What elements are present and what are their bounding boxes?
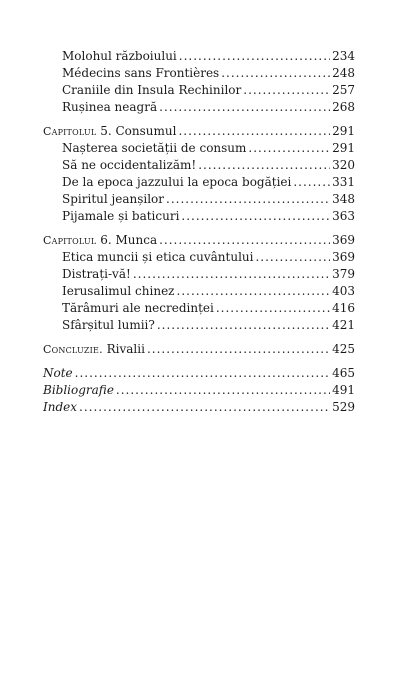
toc-dot-leader xyxy=(248,140,330,157)
toc-section-entry xyxy=(62,65,355,82)
toc-backmatter-entry xyxy=(43,365,355,382)
toc-entry-title: Sfârșitul lumii? xyxy=(62,318,155,332)
toc-entry-title: Note xyxy=(43,366,73,380)
toc-section-entry xyxy=(62,283,355,300)
toc-entry-title: Craniile din Insula Rechinilor xyxy=(62,83,242,97)
toc-entry-title xyxy=(43,341,145,358)
toc-section-entry xyxy=(62,300,355,317)
toc-dot-leader xyxy=(166,191,330,208)
toc-page-number: 465 xyxy=(332,366,355,380)
toc-entry-title xyxy=(43,232,157,249)
toc-section-entry xyxy=(62,191,355,208)
toc-conclusion-entry xyxy=(43,341,355,358)
toc-entry-title: Nașterea societății de consum xyxy=(62,141,247,155)
toc-dot-leader xyxy=(293,174,330,191)
toc-dot-leader xyxy=(198,157,330,174)
toc-page-number: 529 xyxy=(332,400,355,414)
toc-chapter-title: Munca xyxy=(115,233,158,247)
toc-entry-title: Etica muncii și etica cuvântului xyxy=(62,250,254,264)
toc-entry-title: Să ne occidentalizăm! xyxy=(62,158,197,172)
toc-page-number: 257 xyxy=(332,83,355,97)
toc-section-entry xyxy=(62,82,355,99)
toc-dot-leader xyxy=(181,208,330,225)
toc-backmatter-entry xyxy=(43,382,355,399)
toc-dot-leader xyxy=(116,382,330,399)
toc-section-entry xyxy=(62,48,355,65)
toc-entry-title: Rușinea neagră xyxy=(62,100,158,114)
toc-dot-leader xyxy=(216,300,330,317)
toc-dot-leader xyxy=(177,283,331,300)
toc-entry-label: Capitolul xyxy=(43,125,97,138)
toc-entry-title xyxy=(43,123,176,140)
toc-dot-leader xyxy=(79,399,330,416)
toc-section-entry xyxy=(62,157,355,174)
toc-entry-title: Ierusalimul chinez xyxy=(62,284,175,298)
toc-dot-leader xyxy=(159,232,330,249)
toc-entry-title: Médecins sans Frontières xyxy=(62,66,220,80)
toc-section-entry xyxy=(62,317,355,334)
toc-dot-leader xyxy=(243,82,330,99)
toc-dot-leader xyxy=(255,249,330,266)
toc-backmatter-entry xyxy=(43,399,355,416)
toc-section-entry xyxy=(62,140,355,157)
toc-chapter-title: Rivalii xyxy=(106,342,145,356)
toc-page-number: 268 xyxy=(332,100,355,114)
toc-page-number: 403 xyxy=(332,284,355,298)
toc-page-number: 421 xyxy=(332,318,355,332)
toc-page-number: 291 xyxy=(332,141,355,155)
toc-dot-leader xyxy=(159,99,330,116)
toc-chapter-title: Consumul xyxy=(115,124,177,138)
toc-chapter-number: 5. xyxy=(100,124,112,138)
toc-chapter-entry xyxy=(43,123,355,140)
toc-entry-title: Pijamale și baticuri xyxy=(62,209,180,223)
toc-page-number: 379 xyxy=(332,267,355,281)
toc-entry-title: Tărâmuri ale necredinței xyxy=(62,301,214,315)
toc-section-entry xyxy=(62,99,355,116)
toc-page-number: 348 xyxy=(332,192,355,206)
toc-page-number: 248 xyxy=(332,66,355,80)
toc-chapter-number: 6. xyxy=(100,233,112,247)
toc-page-number: 363 xyxy=(332,209,355,223)
toc-page-number: 291 xyxy=(332,124,355,138)
toc-dot-leader xyxy=(133,266,330,283)
toc-dot-leader xyxy=(147,341,330,358)
toc-entry-title: Index xyxy=(43,400,78,414)
toc-entry-title: Distrați-vă! xyxy=(62,267,131,281)
toc-entry-label: Capitolul xyxy=(43,234,97,247)
toc-dot-leader xyxy=(75,365,330,382)
toc-entry-label: Concluzie. xyxy=(43,343,103,356)
toc-dot-leader xyxy=(221,65,330,82)
toc-entry-title: Molohul războiului xyxy=(62,49,177,63)
toc-page-number: 416 xyxy=(332,301,355,315)
toc-page-number: 491 xyxy=(332,383,355,397)
toc-entry-title: Spiritul jeanșilor xyxy=(62,192,165,206)
toc-section-entry xyxy=(62,249,355,266)
toc-dot-leader xyxy=(178,123,330,140)
toc-page-number: 234 xyxy=(332,49,355,63)
toc-page-number: 331 xyxy=(332,175,355,189)
toc-page-number: 320 xyxy=(332,158,355,172)
toc-section-entry xyxy=(62,174,355,191)
toc-section-entry xyxy=(62,208,355,225)
toc-dot-leader xyxy=(179,48,330,65)
toc-entry-title: De la epoca jazzului la epoca bogăției xyxy=(62,175,292,189)
toc-section-entry xyxy=(62,266,355,283)
toc-page-number: 425 xyxy=(332,342,355,356)
toc-page-number: 369 xyxy=(332,250,355,264)
toc-dot-leader xyxy=(157,317,330,334)
toc-chapter-entry xyxy=(43,232,355,249)
toc-entry-title: Bibliografie xyxy=(43,383,114,397)
toc-page-number: 369 xyxy=(332,233,355,247)
